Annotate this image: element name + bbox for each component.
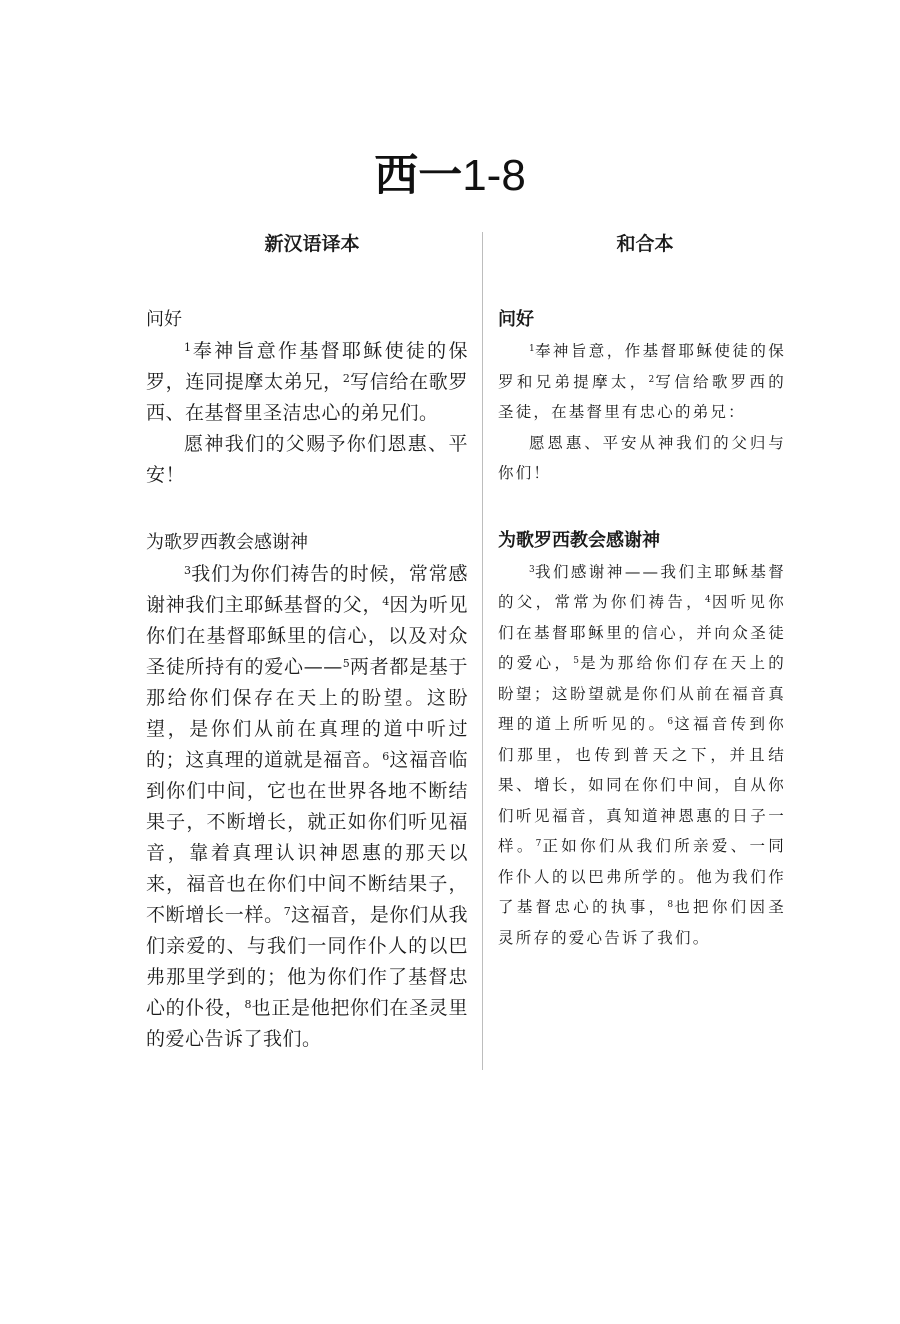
verse-text: 两者都是基于那给你们保存在天上的盼望。这盼望，是你们从前在真理的道中听过的；这真理的道就是福音。 <box>146 656 468 771</box>
verse-paragraph <box>146 429 468 491</box>
column-left <box>146 228 468 1055</box>
verse-paragraph <box>146 559 468 1055</box>
section-heading: 为歌罗西教会感谢神 <box>146 532 308 553</box>
section-spacer <box>498 489 786 525</box>
verse-text: 写信给在歌罗西、在基督里圣洁忠心的弟兄们。 <box>146 371 468 424</box>
verse-text: 奉神旨意作基督耶稣使徒的保罗，连同提摩太弟兄， <box>146 340 468 393</box>
verse-number: 3 <box>184 563 192 577</box>
verse-paragraph <box>498 336 786 428</box>
section-heading: 问好 <box>498 309 534 330</box>
verse-number: 4 <box>705 595 711 606</box>
verse-text: 我们为你们祷告的时候，常常感谢神我们主耶稣基督的父， <box>146 563 468 616</box>
verse-number: 6 <box>667 717 674 728</box>
verse-number: 2 <box>342 371 350 385</box>
verse-paragraph <box>146 336 468 429</box>
verse-text: 写信给歌罗西的圣徒，在基督里有忠心的弟兄： <box>498 372 786 421</box>
verse-text: 奉神旨意，作基督耶稣使徒的保罗和兄弟提摩太， <box>498 342 786 391</box>
verse-text: 是为那给你们存在天上的盼望；这盼望就是你们从前在福音真理的道上所听见的。 <box>498 654 786 733</box>
section-heading: 问好 <box>146 309 182 330</box>
verse-number: 2 <box>648 374 655 385</box>
verse-text: 我们感谢神——我们主耶稣基督的父，常常为你们祷告， <box>498 562 786 611</box>
verse-number: 8 <box>667 900 674 911</box>
page-title <box>0 146 900 206</box>
column-right <box>498 228 786 953</box>
verse-paragraph <box>498 428 786 489</box>
verse-text: 这福音，是你们从我们亲爱的、与我们一同作仆人的以巴弗那里学到的；他为你们作了基督忠心的仆役， <box>146 904 468 1019</box>
section-spacer <box>146 491 468 527</box>
verse-number: 7 <box>283 904 291 918</box>
verse-text: 也把你们因圣灵所存的爱心告诉了我们。 <box>498 898 787 947</box>
verse-number: 5 <box>342 656 350 670</box>
verse-number: 4 <box>382 594 390 608</box>
verse-number: 1 <box>529 344 535 355</box>
column-header: 和合本 <box>616 233 674 255</box>
column-sections <box>146 304 468 1055</box>
section-heading: 为歌罗西教会感谢神 <box>498 529 660 551</box>
verse-number: 8 <box>244 997 252 1011</box>
verse-text: 也正是他把你们在圣灵里的爱心告诉了我们。 <box>146 997 468 1050</box>
verse-number: 6 <box>382 749 390 763</box>
verse-text: 这福音临到你们中间，它也在世界各地不断结果子，不断增长，就正如你们听见福音，靠着真理认识神恩惠的那天以来，福音也在你们中间不断结果子，不断增长一样。 <box>146 749 468 926</box>
verse-text: 正如你们从我们所亲爱、一同作仆人的以巴弗所学的。他为我们作了基督忠心的执事， <box>498 837 786 916</box>
verse-paragraph <box>498 557 786 954</box>
verse-text: 这福音传到你们那里，也传到普天之下，并且结果、增长，如同在你们中间，自从你们听见福音，真知道神恩惠的日子一样。 <box>498 715 787 855</box>
verse-text: 因听见你们在基督耶稣里的信心，并向众圣徒的爱心， <box>498 593 786 672</box>
column-header: 新汉语译本 <box>264 233 360 255</box>
verse-number: 7 <box>535 839 542 850</box>
chapter-verse-range: 1-8 <box>462 151 526 200</box>
column-divider <box>482 232 483 1070</box>
verse-number: 1 <box>184 340 192 354</box>
book-abbreviation: 西一 <box>374 150 463 201</box>
verse-text: 愿恩惠、平安从神我们的父归与你们！ <box>498 433 786 482</box>
verse-text: 愿神我们的父赐予你们恩惠、平安！ <box>146 433 468 486</box>
column-sections <box>498 304 786 953</box>
verse-number: 5 <box>573 656 579 667</box>
verse-text: 因为听见你们在基督耶稣里的信心，以及对众圣徒所持有的爱心—— <box>146 594 468 678</box>
verse-number: 3 <box>529 564 535 575</box>
